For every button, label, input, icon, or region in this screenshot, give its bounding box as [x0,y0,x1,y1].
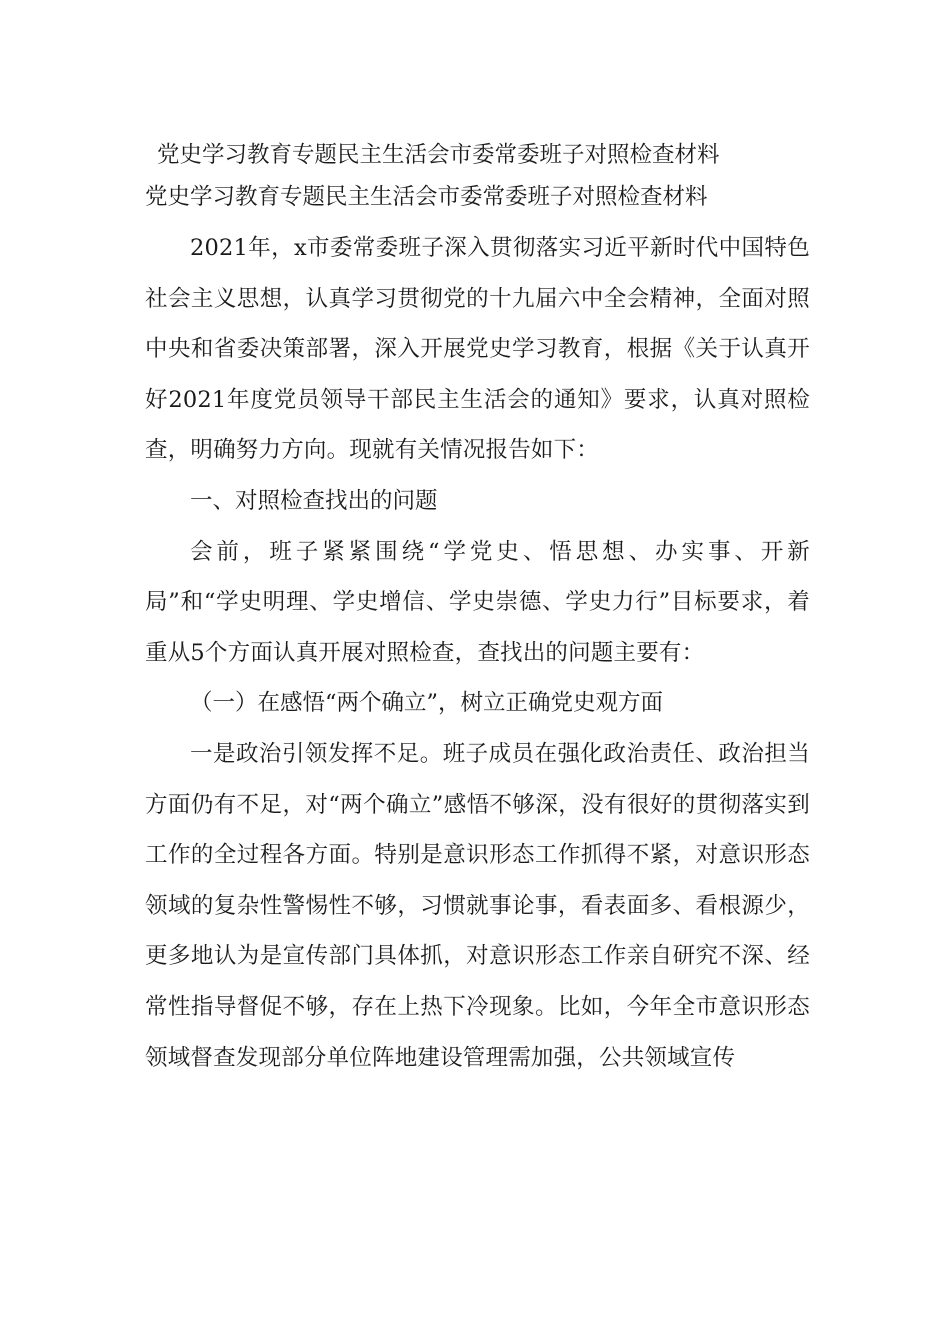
document-title-repeat: 党史学习教育专题民主生活会市委常委班子对照检查材料 [145,184,708,210]
subsection-heading: （一）在感悟“两个确立”，树立正确党史观方面 [190,690,664,717]
subsection-paragraph: 一是政治引领发挥不足。班子成员在强化政治责任、政治担当方面仍有不足，对“两个确立”感悟不够深，没有很好的贯彻落实到工作的全过程各方面。特别是意识形态工作抓得不紧，对意识形态领域的复杂性警惕性不够，习惯就事论事，看表面多、看根源少，更多地认为是宣传部门具体抓，对意识形态工作亲自研究不深、经常性指导督促不够，存在上热下冷现象。比如，今年全市意识形态领域督查发现部分单位阵地建设管理需加强，公共领域宣传 [145,740,810,1071]
intro-paragraph: 2021年，x市委常委班子深入贯彻落实习近平新时代中国特色社会主义思想，认真学习贯彻党的十九届六中全会精神，全面对照中央和省委决策部署，深入开展党史学习教育，根据《关于认真开好2021年度党员领导干部民主生活会的通知》要求，认真对照检查，明确努力方向。现就有关情况报告如下： [145,235,810,464]
section-heading: 一、对照检查找出的问题 [190,487,438,514]
document-title: 党史学习教育专题民主生活会市委常委班子对照检查材料 [157,142,720,168]
document-body [145,135,810,1083]
section-paragraph: 会前，班子紧紧围绕“学党史、悟思想、办实事、开新局”和“学史明理、学史增信、学史崇德、学史力行”目标要求，着重从5个方面认真开展对照检查，查找出的问题主要有： [145,538,810,666]
